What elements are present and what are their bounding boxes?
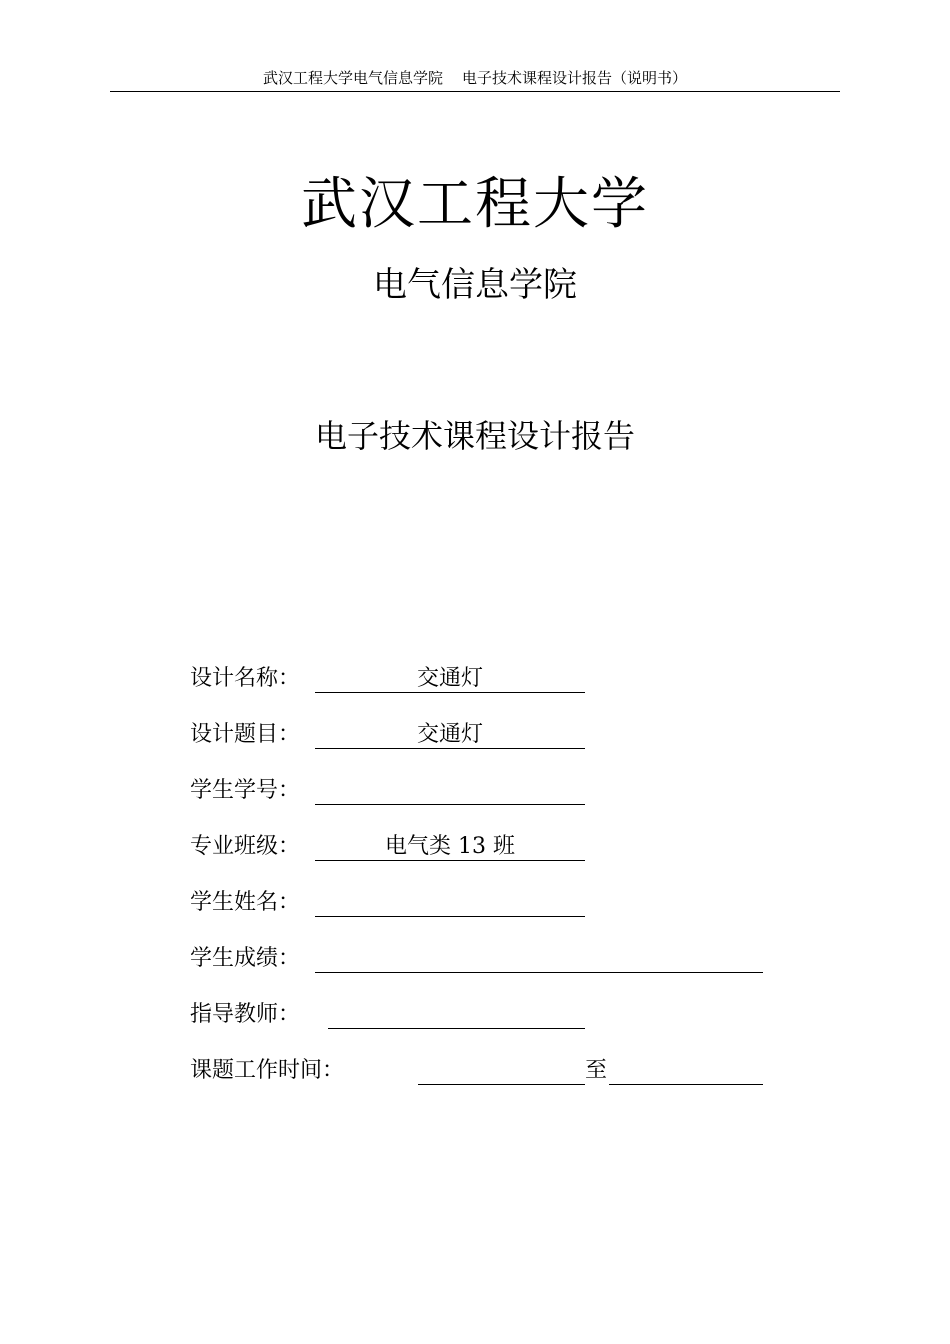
student-id-value[interactable]	[315, 776, 585, 805]
work-time-separator: 至	[585, 1058, 608, 1083]
field-label: 学生成绩：	[190, 946, 301, 971]
design-topic-value[interactable]: 交通灯	[315, 720, 585, 749]
field-label: 课题工作时间：	[190, 1058, 345, 1083]
report-title: 电子技术课程设计报告	[314, 417, 635, 455]
work-time-end[interactable]	[609, 1056, 763, 1085]
field-label: 学生姓名：	[190, 890, 301, 915]
field-label: 指导教师：	[190, 1002, 301, 1027]
header-text: 武汉工程大学电气信息学院 电子技术课程设计报告（说明书）	[262, 69, 688, 87]
field-label: 设计名称：	[190, 666, 301, 691]
work-time-start[interactable]	[418, 1056, 585, 1085]
field-label: 专业班级：	[190, 834, 301, 859]
university-title: 武汉工程大学	[301, 172, 649, 237]
major-class-value[interactable]: 电气类 13 班	[315, 832, 585, 861]
header-rule	[110, 91, 840, 92]
field-label: 设计题目：	[190, 722, 301, 747]
advisor-value[interactable]	[328, 1000, 585, 1029]
student-grade-value[interactable]	[315, 944, 763, 973]
student-name-value[interactable]	[315, 888, 585, 917]
field-label: 学生学号：	[190, 778, 301, 803]
design-name-value[interactable]: 交通灯	[315, 664, 585, 693]
college-title: 电气信息学院	[373, 265, 577, 305]
